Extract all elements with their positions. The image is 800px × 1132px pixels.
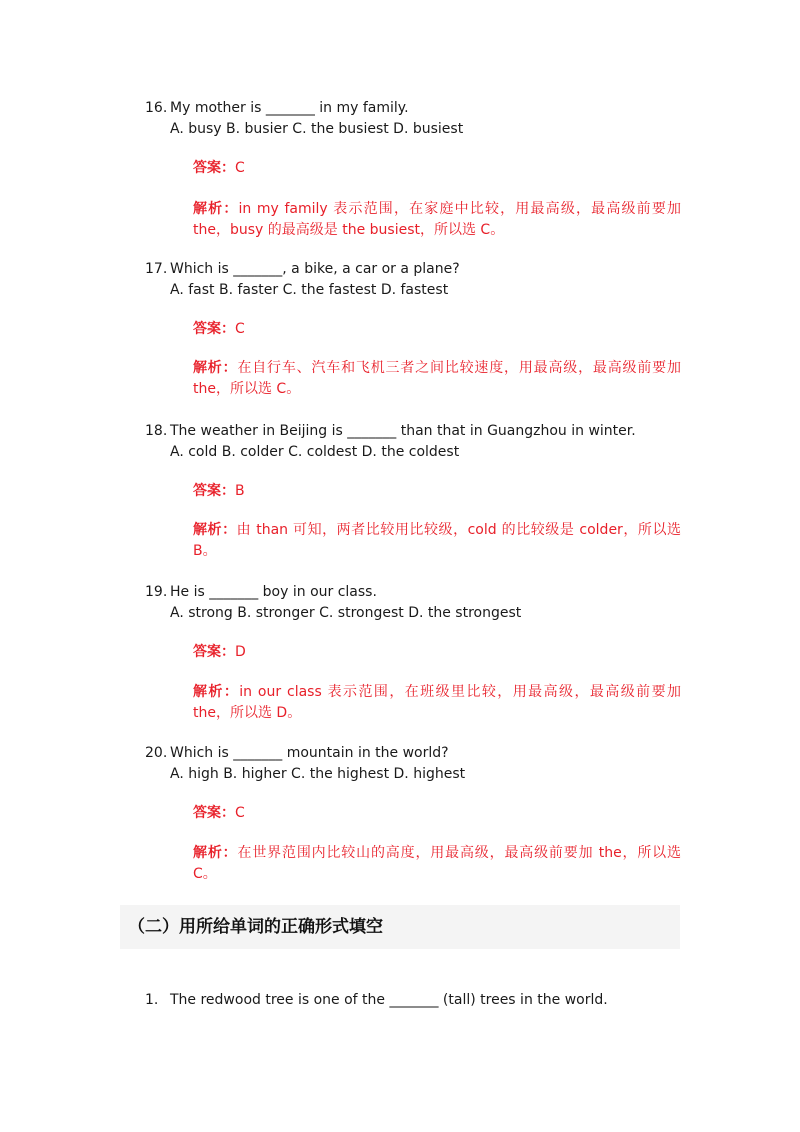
question-options: A. strong B. stronger C. strongest D. the strongest bbox=[170, 605, 522, 621]
analysis-label: 解析： bbox=[193, 201, 239, 217]
question-19 bbox=[145, 582, 705, 624]
question-18 bbox=[145, 421, 705, 463]
analysis-19 bbox=[193, 682, 681, 724]
analysis-17 bbox=[193, 358, 681, 400]
analysis-text: 由 than 可知，两者比较用比较级，cold 的比较级是 colder，所以选 B。 bbox=[193, 522, 682, 559]
question-options: A. cold B. colder C. coldest D. the coldest bbox=[170, 444, 460, 460]
question-text: Which is _______, a bike, a car or a plane? bbox=[170, 261, 460, 277]
answer-18 bbox=[193, 481, 683, 502]
answer-value: C bbox=[235, 805, 245, 821]
section-heading: （二）用所给单词的正确形式填空 bbox=[120, 905, 680, 949]
question-stem bbox=[145, 743, 705, 764]
analysis-text: in our class 表示范围，在班级里比较，用最高级，最高级前要加 the，所以选 D。 bbox=[193, 684, 681, 721]
answer-label: 答案： bbox=[193, 483, 235, 499]
answer-label: 答案： bbox=[193, 160, 235, 176]
answer-value: C bbox=[235, 160, 245, 176]
answer-value: D bbox=[235, 644, 246, 660]
analysis-label: 解析： bbox=[193, 845, 238, 861]
analysis-label: 解析： bbox=[193, 360, 238, 376]
question-options: A. fast B. faster C. the fastest D. fastest bbox=[170, 282, 449, 298]
analysis-18 bbox=[193, 520, 681, 562]
analysis-text: 在自行车、汽车和飞机三者之间比较速度，用最高级，最高级前要加 the，所以选 C。 bbox=[193, 360, 681, 397]
question-20 bbox=[145, 743, 705, 785]
question-text: He is _______ boy in our class. bbox=[170, 584, 377, 600]
answer-17 bbox=[193, 319, 683, 340]
fill-question-1 bbox=[145, 990, 705, 1011]
answer-16 bbox=[193, 158, 683, 179]
question-number: 1. bbox=[145, 992, 159, 1008]
analysis-text: 在世界范围内比较山的高度，用最高级，最高级前要加 the，所以选 C。 bbox=[193, 845, 681, 882]
analysis-16 bbox=[193, 199, 681, 241]
analysis-text: in my family 表示范围，在家庭中比较，用最高级，最高级前要加 the，busy 的最高级是 the busiest，所以选 C。 bbox=[193, 201, 682, 238]
answer-label: 答案： bbox=[193, 321, 235, 337]
question-number: 20. bbox=[145, 745, 168, 761]
question-number: 17. bbox=[145, 261, 168, 277]
analysis-label: 解析： bbox=[193, 684, 240, 700]
question-17 bbox=[145, 259, 705, 301]
question-options: A. high B. higher C. the highest D. highest bbox=[170, 766, 466, 782]
question-number: 16. bbox=[145, 100, 168, 116]
question-16 bbox=[145, 98, 705, 140]
answer-20 bbox=[193, 803, 683, 824]
analysis-label: 解析： bbox=[193, 522, 237, 538]
question-number: 18. bbox=[145, 423, 168, 439]
question-number: 19. bbox=[145, 584, 168, 600]
analysis-20 bbox=[193, 843, 681, 885]
question-options: A. busy B. busier C. the busiest D. busiest bbox=[170, 121, 464, 137]
question-text: Which is _______ mountain in the world? bbox=[170, 745, 449, 761]
question-stem bbox=[145, 582, 705, 603]
answer-label: 答案： bbox=[193, 805, 235, 821]
question-text: My mother is _______ in my family. bbox=[170, 100, 409, 116]
answer-label: 答案： bbox=[193, 644, 235, 660]
answer-19 bbox=[193, 642, 683, 663]
question-text: The weather in Beijing is _______ than that in Guangzhou in winter. bbox=[170, 423, 636, 439]
question-stem bbox=[145, 421, 705, 442]
question-stem bbox=[145, 98, 705, 119]
question-stem bbox=[145, 259, 705, 280]
answer-value: B bbox=[235, 483, 245, 499]
question-text: The redwood tree is one of the _______ (tall) trees in the world. bbox=[170, 992, 608, 1008]
answer-value: C bbox=[235, 321, 245, 337]
